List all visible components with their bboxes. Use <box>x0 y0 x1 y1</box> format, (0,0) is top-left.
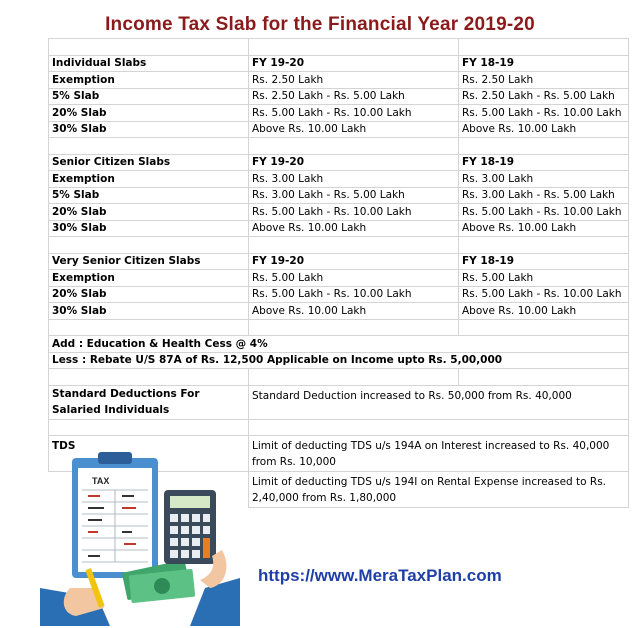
very-senior-header-label: Very Senior Citizen Slabs <box>49 253 249 270</box>
table-row <box>49 270 629 287</box>
senior-header-row <box>49 154 629 171</box>
slab-label: 5% Slab <box>49 187 249 204</box>
blank-row <box>49 138 629 155</box>
table-row <box>49 105 629 122</box>
slab-value-fy1920: Rs. 2.50 Lakh <box>249 72 459 89</box>
slab-value-fy1920: Rs. 3.00 Lakh - Rs. 5.00 Lakh <box>249 187 459 204</box>
page-title: Income Tax Slab for the Financial Year 2019-20 <box>105 14 535 35</box>
slab-value-fy1819: Above Rs. 10.00 Lakh <box>459 220 629 237</box>
slab-value-fy1920: Rs. 5.00 Lakh <box>249 270 459 287</box>
senior-header-fy1819: FY 18-19 <box>459 154 629 171</box>
slab-value-fy1819: Rs. 3.00 Lakh - Rs. 5.00 Lakh <box>459 187 629 204</box>
calculator-display <box>170 496 210 508</box>
rebate-note: Less : Rebate U/S 87A of Rs. 12,500 Applicable on Income upto Rs. 5,00,000 <box>49 352 629 369</box>
slab-value-fy1819: Rs. 2.50 Lakh - Rs. 5.00 Lakh <box>459 88 629 105</box>
table-row <box>49 171 629 188</box>
slab-value-fy1920: Rs. 5.00 Lakh - Rs. 10.00 Lakh <box>249 105 459 122</box>
slab-value-fy1920: Above Rs. 10.00 Lakh <box>249 303 459 320</box>
slab-value-fy1819: Rs. 5.00 Lakh - Rs. 10.00 Lakh <box>459 105 629 122</box>
individual-header-fy1819: FY 18-19 <box>459 55 629 72</box>
slab-label: 20% Slab <box>49 105 249 122</box>
slab-label: Exemption <box>49 270 249 287</box>
blank-row <box>49 419 629 436</box>
very-senior-header-row <box>49 253 629 270</box>
cess-row <box>49 336 629 353</box>
table-row <box>49 72 629 89</box>
table-row <box>49 286 629 303</box>
clipboard-clip <box>98 452 132 464</box>
slab-value-fy1819: Rs. 3.00 Lakh <box>459 171 629 188</box>
slab-value-fy1819: Rs. 5.00 Lakh - Rs. 10.00 Lakh <box>459 286 629 303</box>
very-senior-header-fy1819: FY 18-19 <box>459 253 629 270</box>
blank-row <box>49 369 629 386</box>
tds-rent-text: Limit of deducting TDS u/s 194I on Rental Expense increased to Rs. 2,40,000 from Rs. 1,80,000 <box>249 472 629 508</box>
slab-value-fy1920: Rs. 3.00 Lakh <box>249 171 459 188</box>
individual-header-label: Individual Slabs <box>49 55 249 72</box>
slab-label: 5% Slab <box>49 88 249 105</box>
tds-label: TDS <box>49 436 249 472</box>
slab-label: 20% Slab <box>49 286 249 303</box>
slab-value-fy1819: Above Rs. 10.00 Lakh <box>459 121 629 138</box>
standard-deduction-row <box>49 385 629 419</box>
slab-value-fy1819: Rs. 2.50 Lakh <box>459 72 629 89</box>
table-row <box>49 121 629 138</box>
slab-value-fy1920: Rs. 5.00 Lakh - Rs. 10.00 Lakh <box>249 204 459 221</box>
rebate-row <box>49 352 629 369</box>
slab-label: 30% Slab <box>49 121 249 138</box>
table-row <box>49 187 629 204</box>
tds-interest-text: Limit of deducting TDS u/s 194A on Interest increased to Rs. 40,000 from Rs. 10,000 <box>249 436 629 472</box>
slab-label: Exemption <box>49 72 249 89</box>
very-senior-header-fy1920: FY 19-20 <box>249 253 459 270</box>
slab-label: Exemption <box>49 171 249 188</box>
table-row <box>49 88 629 105</box>
slab-value-fy1819: Above Rs. 10.00 Lakh <box>459 303 629 320</box>
blank-row <box>49 319 629 336</box>
tax-calculation-illustration <box>40 438 240 626</box>
slab-value-fy1920: Rs. 2.50 Lakh - Rs. 5.00 Lakh <box>249 88 459 105</box>
senior-header-label: Senior Citizen Slabs <box>49 154 249 171</box>
standard-deduction-text: Standard Deduction increased to Rs. 50,000 from Rs. 40,000 <box>249 385 629 419</box>
slab-label: 30% Slab <box>49 303 249 320</box>
blank-row <box>49 237 629 254</box>
table-row <box>49 303 629 320</box>
slab-value-fy1920: Above Rs. 10.00 Lakh <box>249 121 459 138</box>
senior-header-fy1920: FY 19-20 <box>249 154 459 171</box>
standard-deduction-label: Standard Deductions For Salaried Individuals <box>49 385 249 419</box>
individual-header-row <box>49 55 629 72</box>
website-link[interactable]: https://www.MeraTaxPlan.com <box>258 566 502 585</box>
slab-label: 30% Slab <box>49 220 249 237</box>
blank-row <box>49 39 629 56</box>
slab-value-fy1920: Above Rs. 10.00 Lakh <box>249 220 459 237</box>
slab-value-fy1819: Rs. 5.00 Lakh - Rs. 10.00 Lakh <box>459 204 629 221</box>
slab-value-fy1819: Rs. 5.00 Lakh <box>459 270 629 287</box>
individual-header-fy1920: FY 19-20 <box>249 55 459 72</box>
table-row <box>49 204 629 221</box>
slab-value-fy1920: Rs. 5.00 Lakh - Rs. 10.00 Lakh <box>249 286 459 303</box>
table-row <box>49 220 629 237</box>
cess-note: Add : Education & Health Cess @ 4% <box>49 336 629 353</box>
clipboard-label: TAX <box>92 476 110 486</box>
slab-label: 20% Slab <box>49 204 249 221</box>
